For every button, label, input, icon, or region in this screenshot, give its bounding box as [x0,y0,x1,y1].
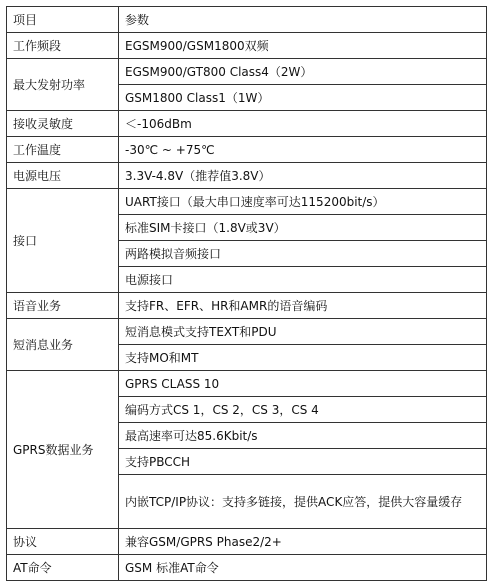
row-value: 兼容GSM/GPRS Phase2/2+ [119,529,487,555]
row-value: 短消息模式支持TEXT和PDU [119,319,487,345]
row-label: 语音业务 [7,293,119,319]
row-label: 协议 [7,529,119,555]
spec-table [6,6,487,581]
table-row [7,319,487,345]
row-value: -30℃ ~ +75℃ [119,137,487,163]
row-label: 接口 [7,189,119,293]
row-label: 工作温度 [7,137,119,163]
table-row [7,555,487,581]
row-label: 最大发射功率 [7,59,119,111]
row-label: 接收灵敏度 [7,111,119,137]
table-row [7,137,487,163]
row-label: 工作频段 [7,33,119,59]
row-value: 支持FR、EFR、HR和AMR的语音编码 [119,293,487,319]
table-row [7,371,487,397]
row-value: GSM 标准AT命令 [119,555,487,581]
row-value: 支持PBCCH [119,449,487,475]
row-value: 内嵌TCP/IP协议：支持多链接，提供ACK应答，提供大容量缓存 [119,475,487,529]
row-value: 编码方式CS 1，CS 2，CS 3，CS 4 [119,397,487,423]
table-row [7,163,487,189]
table-header-row [7,7,487,33]
table-row [7,59,487,85]
row-label: AT命令 [7,555,119,581]
table-row [7,33,487,59]
table-row [7,189,487,215]
row-value: ＜-106dBm [119,111,487,137]
row-value: 两路模拟音频接口 [119,241,487,267]
table-row [7,293,487,319]
header-item: 项目 [7,7,119,33]
row-value: EGSM900/GT800 Class4（2W） [119,59,487,85]
table-row [7,529,487,555]
row-value: GPRS CLASS 10 [119,371,487,397]
table-row [7,111,487,137]
row-label: GPRS数据业务 [7,371,119,529]
row-value: 标准SIM卡接口（1.8V或3V） [119,215,487,241]
row-value: UART接口（最大串口速度率可达115200bit/s） [119,189,487,215]
row-value: 最高速率可达85.6Kbit/s [119,423,487,449]
row-value: 电源接口 [119,267,487,293]
header-param: 参数 [119,7,487,33]
row-label: 短消息业务 [7,319,119,371]
row-value: 3.3V-4.8V（推荐值3.8V） [119,163,487,189]
row-value: 支持MO和MT [119,345,487,371]
row-label: 电源电压 [7,163,119,189]
row-value: GSM1800 Class1（1W） [119,85,487,111]
row-value: EGSM900/GSM1800双频 [119,33,487,59]
